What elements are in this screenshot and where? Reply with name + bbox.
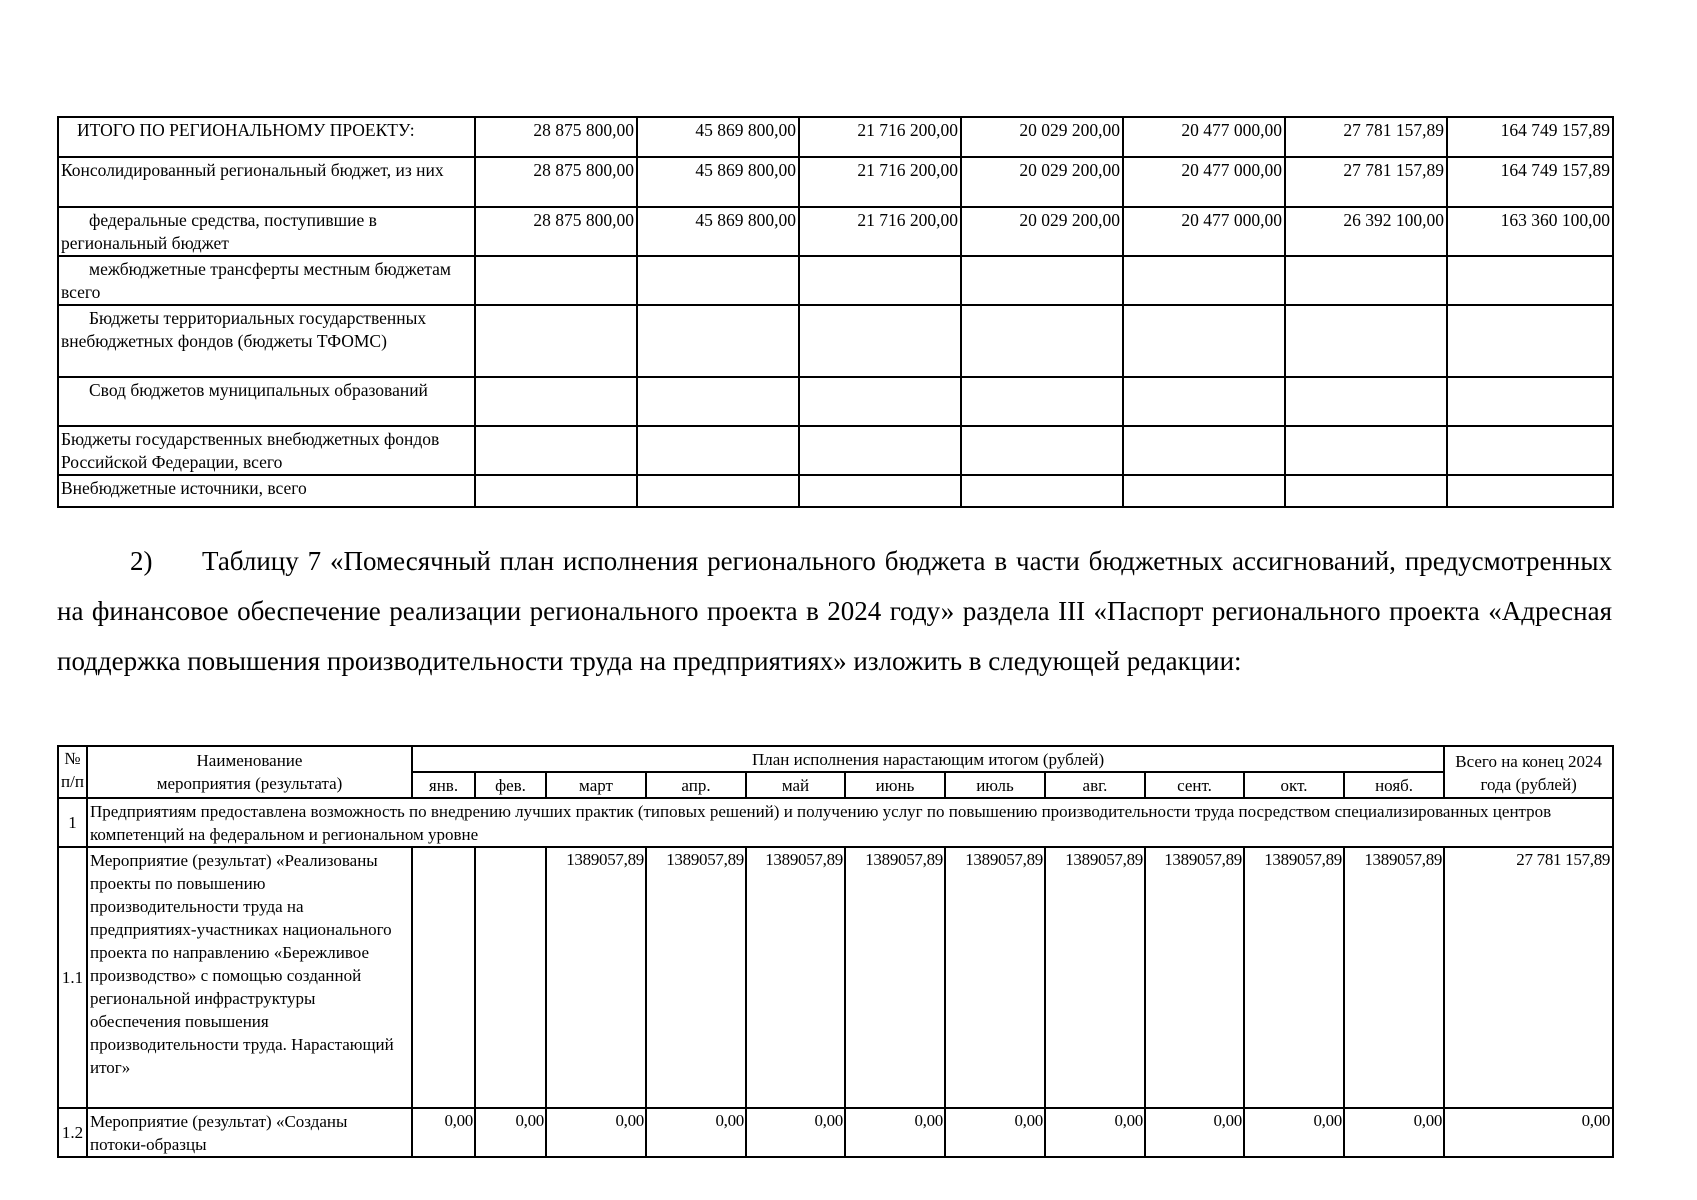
table-row (58, 847, 1613, 1108)
row-label: межбюджетные трансферты местным бюджетам всего (58, 256, 475, 305)
cell-value: 0,00 (1145, 1108, 1244, 1157)
cell-value: 1389057,89 (1045, 847, 1145, 1108)
row-label: Консолидированный региональный бюджет, из них (58, 157, 475, 207)
cell-value: 20 029 200,00 (961, 117, 1123, 157)
cell-value: 45 869 800,00 (637, 117, 799, 157)
cell-value (637, 377, 799, 426)
cell-value: 0,00 (845, 1108, 945, 1157)
cell-value (799, 256, 961, 305)
cell-value (1447, 475, 1613, 507)
cell-value (1285, 475, 1447, 507)
table-row (58, 475, 1613, 507)
row-label: Бюджеты территориальных государственных внебюджетных фондов (бюджеты ТФОМС) (58, 305, 475, 377)
cell-value (799, 426, 961, 475)
budget-summary-table (57, 116, 1614, 508)
cell-value: 0,00 (1344, 1108, 1444, 1157)
month-header: нояб. (1344, 772, 1444, 798)
cell-value: 1389057,89 (845, 847, 945, 1108)
cell-value: 0,00 (646, 1108, 746, 1157)
month-header: июнь (845, 772, 945, 798)
cell-value (475, 426, 637, 475)
cell-value (799, 475, 961, 507)
row-number: 1.1 (58, 847, 87, 1108)
cell-value (1447, 426, 1613, 475)
row-total: 27 781 157,89 (1444, 847, 1613, 1108)
table-row (58, 207, 1613, 256)
cell-value: 21 716 200,00 (799, 207, 961, 256)
month-header: янв. (412, 772, 475, 798)
cell-value: 163 360 100,00 (1447, 207, 1613, 256)
row-label: Внебюджетные источники, всего (58, 475, 475, 507)
amendment-paragraph (57, 536, 1612, 686)
header-number: № п/п (58, 746, 87, 798)
cell-value (637, 426, 799, 475)
table-row (58, 157, 1613, 207)
cell-value: 1389057,89 (546, 847, 646, 1108)
month-header: март (546, 772, 646, 798)
header-name: Наименование мероприятия (результата) (87, 746, 412, 798)
cell-value: 0,00 (945, 1108, 1045, 1157)
cell-value (961, 256, 1123, 305)
table-row (58, 305, 1613, 377)
header-total: Всего на конец 2024 года (рублей) (1444, 746, 1613, 798)
cell-value: 21 716 200,00 (799, 157, 961, 207)
cell-value (799, 305, 961, 377)
cell-value: 0,00 (475, 1108, 546, 1157)
cell-value (1285, 377, 1447, 426)
header-row (58, 746, 1613, 772)
row-total: 0,00 (1444, 1108, 1613, 1157)
table-row (58, 1108, 1613, 1157)
cell-value: 0,00 (412, 1108, 475, 1157)
cell-value (637, 305, 799, 377)
cell-value (799, 377, 961, 426)
cell-value: 0,00 (1244, 1108, 1344, 1157)
table-row (58, 256, 1613, 305)
cell-value (637, 256, 799, 305)
cell-value: 0,00 (1045, 1108, 1145, 1157)
cell-value: 1389057,89 (945, 847, 1045, 1108)
cell-value: 0,00 (546, 1108, 646, 1157)
budget-summary-body (58, 117, 1613, 507)
cell-value (637, 475, 799, 507)
monthly-plan-table (57, 745, 1614, 1158)
table-row (58, 117, 1613, 157)
cell-value (961, 377, 1123, 426)
row-label: Свод бюджетов муниципальных образований (58, 377, 475, 426)
cell-value: 45 869 800,00 (637, 157, 799, 207)
cell-value (1285, 305, 1447, 377)
table-row (58, 426, 1613, 475)
cell-value: 20 029 200,00 (961, 207, 1123, 256)
table-row (58, 377, 1613, 426)
cell-value: 164 749 157,89 (1447, 157, 1613, 207)
cell-value (1447, 305, 1613, 377)
paragraph-number: 2) (130, 546, 153, 576)
row-name: Мероприятие (результат) «Созданы потоки-образцы (87, 1108, 412, 1157)
cell-value (1285, 256, 1447, 305)
cell-value (1447, 377, 1613, 426)
cell-value: 1389057,89 (1145, 847, 1244, 1108)
cell-value (1447, 256, 1613, 305)
cell-value (1123, 305, 1285, 377)
cell-value: 164 749 157,89 (1447, 117, 1613, 157)
cell-value: 20 029 200,00 (961, 157, 1123, 207)
cell-value: 20 477 000,00 (1123, 117, 1285, 157)
cell-value: 28 875 800,00 (475, 117, 637, 157)
cell-value (475, 475, 637, 507)
cell-value (1285, 426, 1447, 475)
month-header: май (746, 772, 845, 798)
cell-value (475, 847, 546, 1108)
month-header: июль (945, 772, 1045, 798)
cell-value (961, 426, 1123, 475)
cell-value: 20 477 000,00 (1123, 157, 1285, 207)
cell-value: 45 869 800,00 (637, 207, 799, 256)
cell-value: 1389057,89 (1344, 847, 1444, 1108)
cell-value (961, 305, 1123, 377)
row-name: Мероприятие (результат) «Реализованы проекты по повышению производительности труда на предприятиях-участниках национального проекта по направлению «Бережливое производство» с помощью созданной региональной инфраструктуры обеспечения повышения производительности труда. Нарастающий итог» (87, 847, 412, 1108)
month-header: сент. (1145, 772, 1244, 798)
cell-value (475, 377, 637, 426)
row-label: Бюджеты государственных внебюджетных фондов Российской Федерации, всего (58, 426, 475, 475)
cell-value: 27 781 157,89 (1285, 157, 1447, 207)
cell-value (1123, 426, 1285, 475)
section-number: 1 (58, 798, 87, 847)
cell-value: 1389057,89 (746, 847, 845, 1108)
month-header: окт. (1244, 772, 1344, 798)
cell-value: 0,00 (746, 1108, 845, 1157)
month-header: фев. (475, 772, 546, 798)
row-label: ИТОГО ПО РЕГИОНАЛЬНОМУ ПРОЕКТУ: (58, 117, 475, 157)
cell-value: 21 716 200,00 (799, 117, 961, 157)
cell-value (1123, 377, 1285, 426)
cell-value: 1389057,89 (1244, 847, 1344, 1108)
cell-value: 26 392 100,00 (1285, 207, 1447, 256)
month-header: апр. (646, 772, 746, 798)
cell-value: 28 875 800,00 (475, 207, 637, 256)
section-text: Предприятиям предоставлена возможность по внедрению лучших практик (типовых решений) и получению услуг по повышению производительности труда посредством специализированных центров компетенций на федеральном и региональном уровне (87, 798, 1613, 847)
cell-value (412, 847, 475, 1108)
row-number: 1.2 (58, 1108, 87, 1157)
paragraph-text: Таблицу 7 «Помесячный план исполнения регионального бюджета в части бюджетных ассигнований, предусмотренных на финансовое обеспечение реализации регионального проекта в 2024 году» раздела III «Паспорт регионального проекта «Адресная поддержка повышения производительности труда на предприятиях» изложить в следующей редакции: (57, 546, 1612, 676)
month-header: авг. (1045, 772, 1145, 798)
cell-value: 20 477 000,00 (1123, 207, 1285, 256)
section-row (58, 798, 1613, 847)
cell-value: 28 875 800,00 (475, 157, 637, 207)
cell-value (1123, 475, 1285, 507)
cell-value (1123, 256, 1285, 305)
cell-value (475, 256, 637, 305)
cell-value: 27 781 157,89 (1285, 117, 1447, 157)
row-label: федеральные средства, поступившие в региональный бюджет (58, 207, 475, 256)
cell-value (475, 305, 637, 377)
cell-value: 1389057,89 (646, 847, 746, 1108)
cell-value (961, 475, 1123, 507)
header-plan: План исполнения нарастающим итогом (рублей) (412, 746, 1444, 772)
